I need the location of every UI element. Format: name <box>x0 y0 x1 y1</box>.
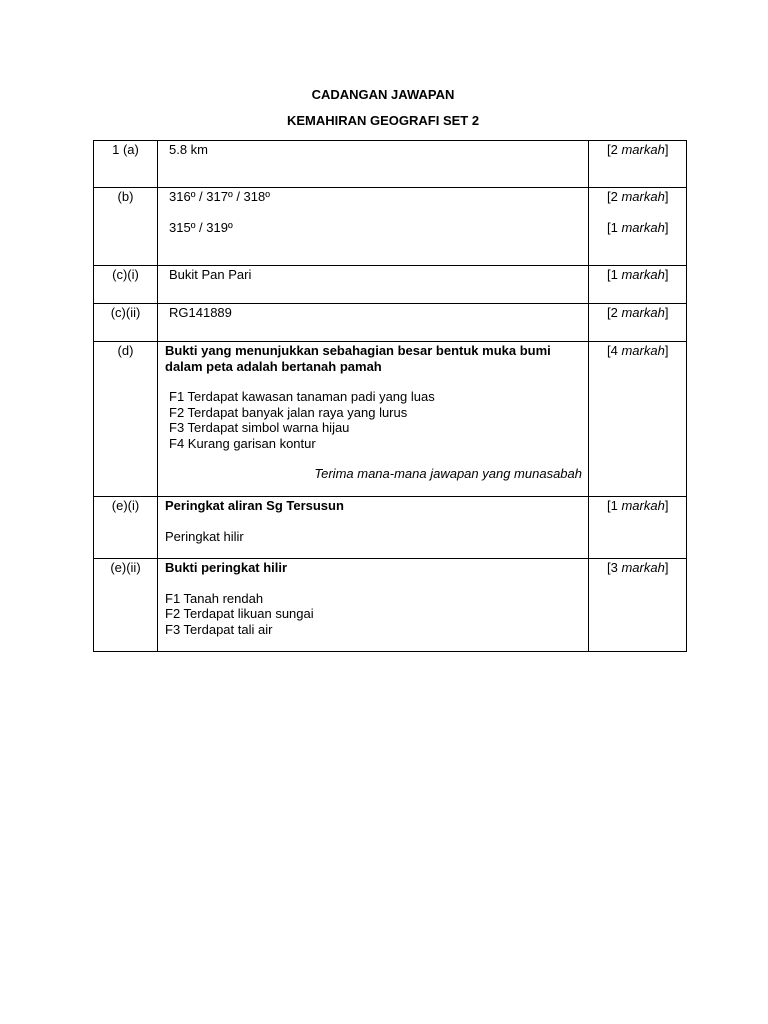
mark-prefix: [2 <box>607 305 622 320</box>
table-row <box>94 559 687 652</box>
list-item: F1 Tanah rendah <box>165 590 264 606</box>
answer-text: Bukit Pan Pari <box>169 267 252 282</box>
mark-word: markah <box>621 189 665 204</box>
list-item: F1 Terdapat kawasan tanaman padi yang luas <box>169 389 435 404</box>
question-number: 1 (a) <box>94 141 158 188</box>
mark-cell <box>589 342 687 497</box>
answer-cell <box>158 342 589 497</box>
mark-word: markah <box>621 305 665 320</box>
answer-note: Terima mana-mana jawapan yang munasabah <box>314 466 582 481</box>
answer-text: Peringkat hilir <box>165 528 244 544</box>
mark-cell <box>589 559 687 652</box>
question-number: (c)(i) <box>94 266 158 304</box>
mark-cell <box>589 266 687 304</box>
table-row <box>94 141 687 188</box>
answer-heading: Bukti peringkat hilir <box>165 560 288 575</box>
table-row <box>94 266 687 304</box>
mark-suffix: ] <box>664 142 669 157</box>
mark-prefix: [4 <box>607 343 622 358</box>
answer-heading: Bukti yang menunjukkan sebahagian besar bentuk muka bumi dalam peta adalah bertanah pamah <box>165 343 551 374</box>
table-row <box>94 304 687 342</box>
answer-cell <box>158 266 589 304</box>
list-item: F3 Terdapat tali air <box>165 621 273 637</box>
mark-suffix: ] <box>664 189 669 204</box>
question-number: (e)(ii) <box>94 559 158 652</box>
mark-prefix: [2 <box>607 189 622 204</box>
mark-suffix: ] <box>664 267 669 282</box>
mark-prefix: [2 <box>607 142 622 157</box>
mark-cell <box>589 141 687 188</box>
mark-word: markah <box>621 498 665 513</box>
question-number: (d) <box>94 342 158 497</box>
answer-text: 5.8 km <box>169 142 209 157</box>
mark-suffix: ] <box>664 305 669 320</box>
mark-cell <box>589 304 687 342</box>
mark-word: markah <box>621 560 665 575</box>
list-item: F4 Kurang garisan kontur <box>169 435 316 451</box>
list-item: F2 Terdapat banyak jalan raya yang lurus <box>169 404 408 420</box>
answer-table <box>93 140 687 652</box>
table-row <box>94 342 687 497</box>
answer-text: 316º / 317º / 318º <box>169 189 270 204</box>
mark-word: markah <box>621 142 665 157</box>
answer-text: 315º / 319º <box>169 219 233 235</box>
answer-heading: Peringkat aliran Sg Tersusun <box>165 498 344 513</box>
answer-cell <box>158 141 589 188</box>
mark-cell <box>589 188 687 266</box>
mark-cell <box>589 497 687 559</box>
mark-word: markah <box>621 343 665 358</box>
mark-suffix: ] <box>664 560 669 575</box>
mark-suffix: ] <box>664 219 669 235</box>
list-item: F2 Terdapat likuan sungai <box>165 606 314 621</box>
question-number: (b) <box>94 188 158 266</box>
mark-suffix: ] <box>664 498 669 513</box>
table-row <box>94 497 687 559</box>
page-title: CADANGAN JAWAPAN <box>311 87 455 102</box>
answer-text: RG141889 <box>169 305 232 320</box>
table-row <box>94 188 687 266</box>
mark-word: markah <box>621 219 665 235</box>
mark-word: markah <box>621 267 665 282</box>
answer-cell <box>158 559 589 652</box>
question-number: (e)(i) <box>94 497 158 559</box>
mark-prefix: [1 <box>607 219 622 235</box>
mark-prefix: [3 <box>607 560 622 575</box>
mark-prefix: [1 <box>607 498 622 513</box>
answer-cell <box>158 497 589 559</box>
list-item: F3 Terdapat simbol warna hijau <box>169 420 350 435</box>
answer-cell <box>158 188 589 266</box>
mark-suffix: ] <box>664 343 669 358</box>
mark-prefix: [1 <box>607 267 622 282</box>
question-number: (c)(ii) <box>94 304 158 342</box>
page-subtitle: KEMAHIRAN GEOGRAFI SET 2 <box>286 113 480 128</box>
answer-cell <box>158 304 589 342</box>
